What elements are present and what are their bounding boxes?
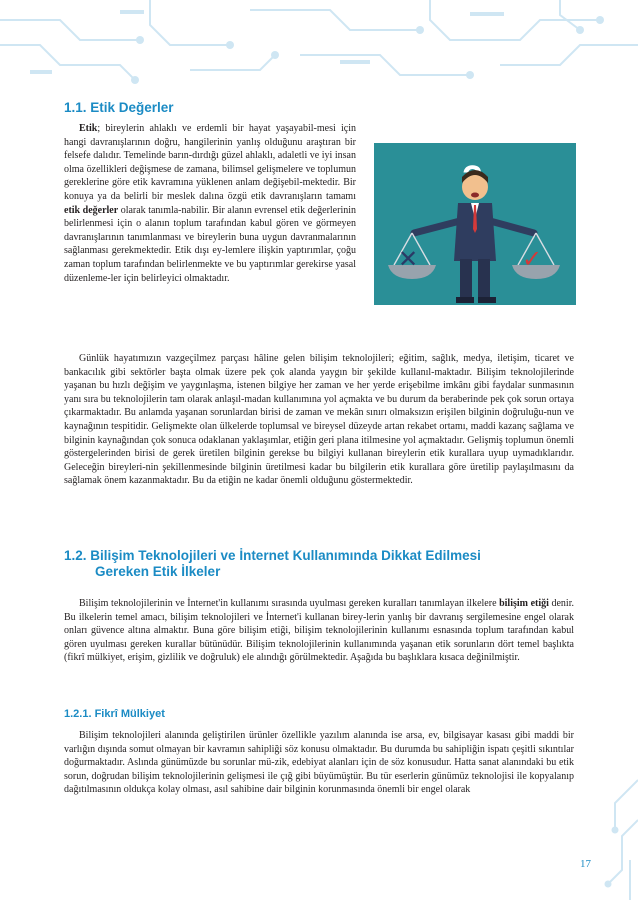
term-etik: Etik	[79, 123, 98, 134]
circuit-header-decoration	[0, 0, 638, 90]
term-etik-degerler: etik değerler	[64, 204, 119, 216]
heading-fikri-mulkiyet: 1.2.1. Fikrî Mülkiyet	[64, 708, 165, 720]
correct-mark-icon: ✓	[522, 245, 543, 273]
heading-etik-degerler: 1.1. Etik Değerler	[64, 100, 174, 115]
businessman-scales-illustration	[374, 143, 576, 305]
paragraph-fikri-mulkiyet: Bilişim teknolojileri alanında geliştirilen ürünler özellikle yazılım alanında ise arsa, ev, bilgisayar kasası gibi maddi bir varlığın dışında somut olmayan bir kavramın sahipliği söz konusu olmaktadır. Bu durumda bu sahipliğin ispatı çeşitli sıkıntılar doğurmaktadır. Aslında günümüzde bu sorunlar mü-zik, edebiyat alanları için de söz konusudur. Hatta sanat alanındaki bu etik sorun, doğrudan bilişim teknolojilerinin gelişmesi ile çığ gibi büyümüştür. Bu tür eserlerin günümüz teknolojisi ile kopyalanıp dağıtılmasının oldukça kolay olması, asıl sahibine dair bilginin korunmasında önemli bir engel olarak	[64, 730, 574, 796]
paragraph-bilisim-teknolojileri: Günlük hayatımızın vazgeçilmez parçası hâline gelen bilişim teknolojileri; eğitim, sağlık, medya, iletişim, ticaret ve bankacılık gibi sektörler başta olmak üzere pek çok alanda yaygın bir şekilde kullanıl-maktadır. Bilişim teknolojilerinde yaşanan bu hızlı değişim ve yaygınlaşma, istenen bilgiye her zaman ve her yerde erişebilme imkânı gibi faydalar sunmasının yanı sıra bu teknolojilerin tam olarak anlaşıl-madan kullanımına yol açmakta ve bu durum da beraberinde pek çok sorun ortaya çıkarmaktadır. Bu anlamda yaşanan sorunlardan birisi de zaman ve mekân sınırı olmaksızın erişilen bilginin doğruluğu-nun ve kaynağının tespitidir. Gelişmekte olan ülkelerde toplumsal ve bireysel düzeyde artan rekabet ortamı, maddi kazanç sağlama ve bilginin kaynağından çok sonuca odaklanan yaklaşımlar, etiğin geri plana itilmesine yol açmaktadır. Gelişmiş toplumun önemli göstergelerinden birisi de gerek üretilen bilginin gerekse bu bilgiyi kullanan bireylerin etik kurallara uyup uymadıklarıdır. Geleceğin bireyleri-nin şekillenmesinde bilginin üretilmesi kadar bu bilgilerin etik kurallara göre üretilip paylaşılmasını da sağlamak önem kazanmaktadır. Bu da etiğin ne kadar önemli olduğunu göstermektedir.	[64, 353, 574, 487]
page-number: 17	[580, 858, 591, 870]
term-bilisim-etigi: bilişim etiği	[499, 598, 549, 609]
paragraph-etik-definition: Etik; bireylerin ahlaklı ve erdemli bir hayat yaşayabil-mesi için hangi davranışlarının doğru, hangilerinin yanlış olduğunu araştıran bir felsefe dalıdır. Temelinde barın-dırdığı güzel ahlaklı, adaletli ve iyi insan olma özellikleri değişmese de zamana, bilimsel gelişmelere ve toplumun gereklerine göre etik kavramına yüklenen anlam değişebil-mektedir. Bir konuya ya da belirli bir meslek dalına özgü etik davranışların tamamı etik değerler olarak tanımla-nabilir. Bir alanın evrensel etik değerlerinin belirlenmesi için o alanın toplum tarafından kabul gören ve görmeyen davranışlarının tanımlanması ve bireylerin buna uygun davranmalarının sağlanması gerekmektedir. Etik dışı ey-lemlere ilişkin yaptırımlar, çoğu zaman toplum tarafından belirlenmekte ve bu yaptırımlar gerekirse yasal düzenleme-ler için belirleyici olmaktadır.	[64, 123, 356, 284]
paragraph-bilisim-etigi: Bilişim teknolojilerinin ve İnternet'in kullanımı sırasında uyulması gereken kuralları tanımlayan ilkelere bilişim etiği denir. Bu ilkelerin temel amacı, bilişim teknolojileri ve İnternet'i kullanan birey-lerin yanlış bir davranış sergilemesine engel olarak onları güvence altına almaktır. Buna göre bilişim etiği, bilişim teknolojilerinin kullanımı esnasında toplum tarafından kabul gören uyulması gereken kurallar bütünüdür. Bilişim teknolojilerinin kullanımında yaşanan etik sorunların dört temel başlıkta (fikrî mülkiyet, erişim, gizlilik ve doğruluk) ele alındığı görülmektedir. Aşağıda bu başlıklara kısaca değinilmiştir.	[64, 598, 574, 664]
heading-bilisim-etik-ilkeler: 1.2. Bilişim Teknolojileri ve İnternet Kullanımında Dikkat Edilmesi Gereken Etik İlkeler	[64, 548, 481, 579]
wrong-mark-icon: ✕	[398, 245, 419, 273]
